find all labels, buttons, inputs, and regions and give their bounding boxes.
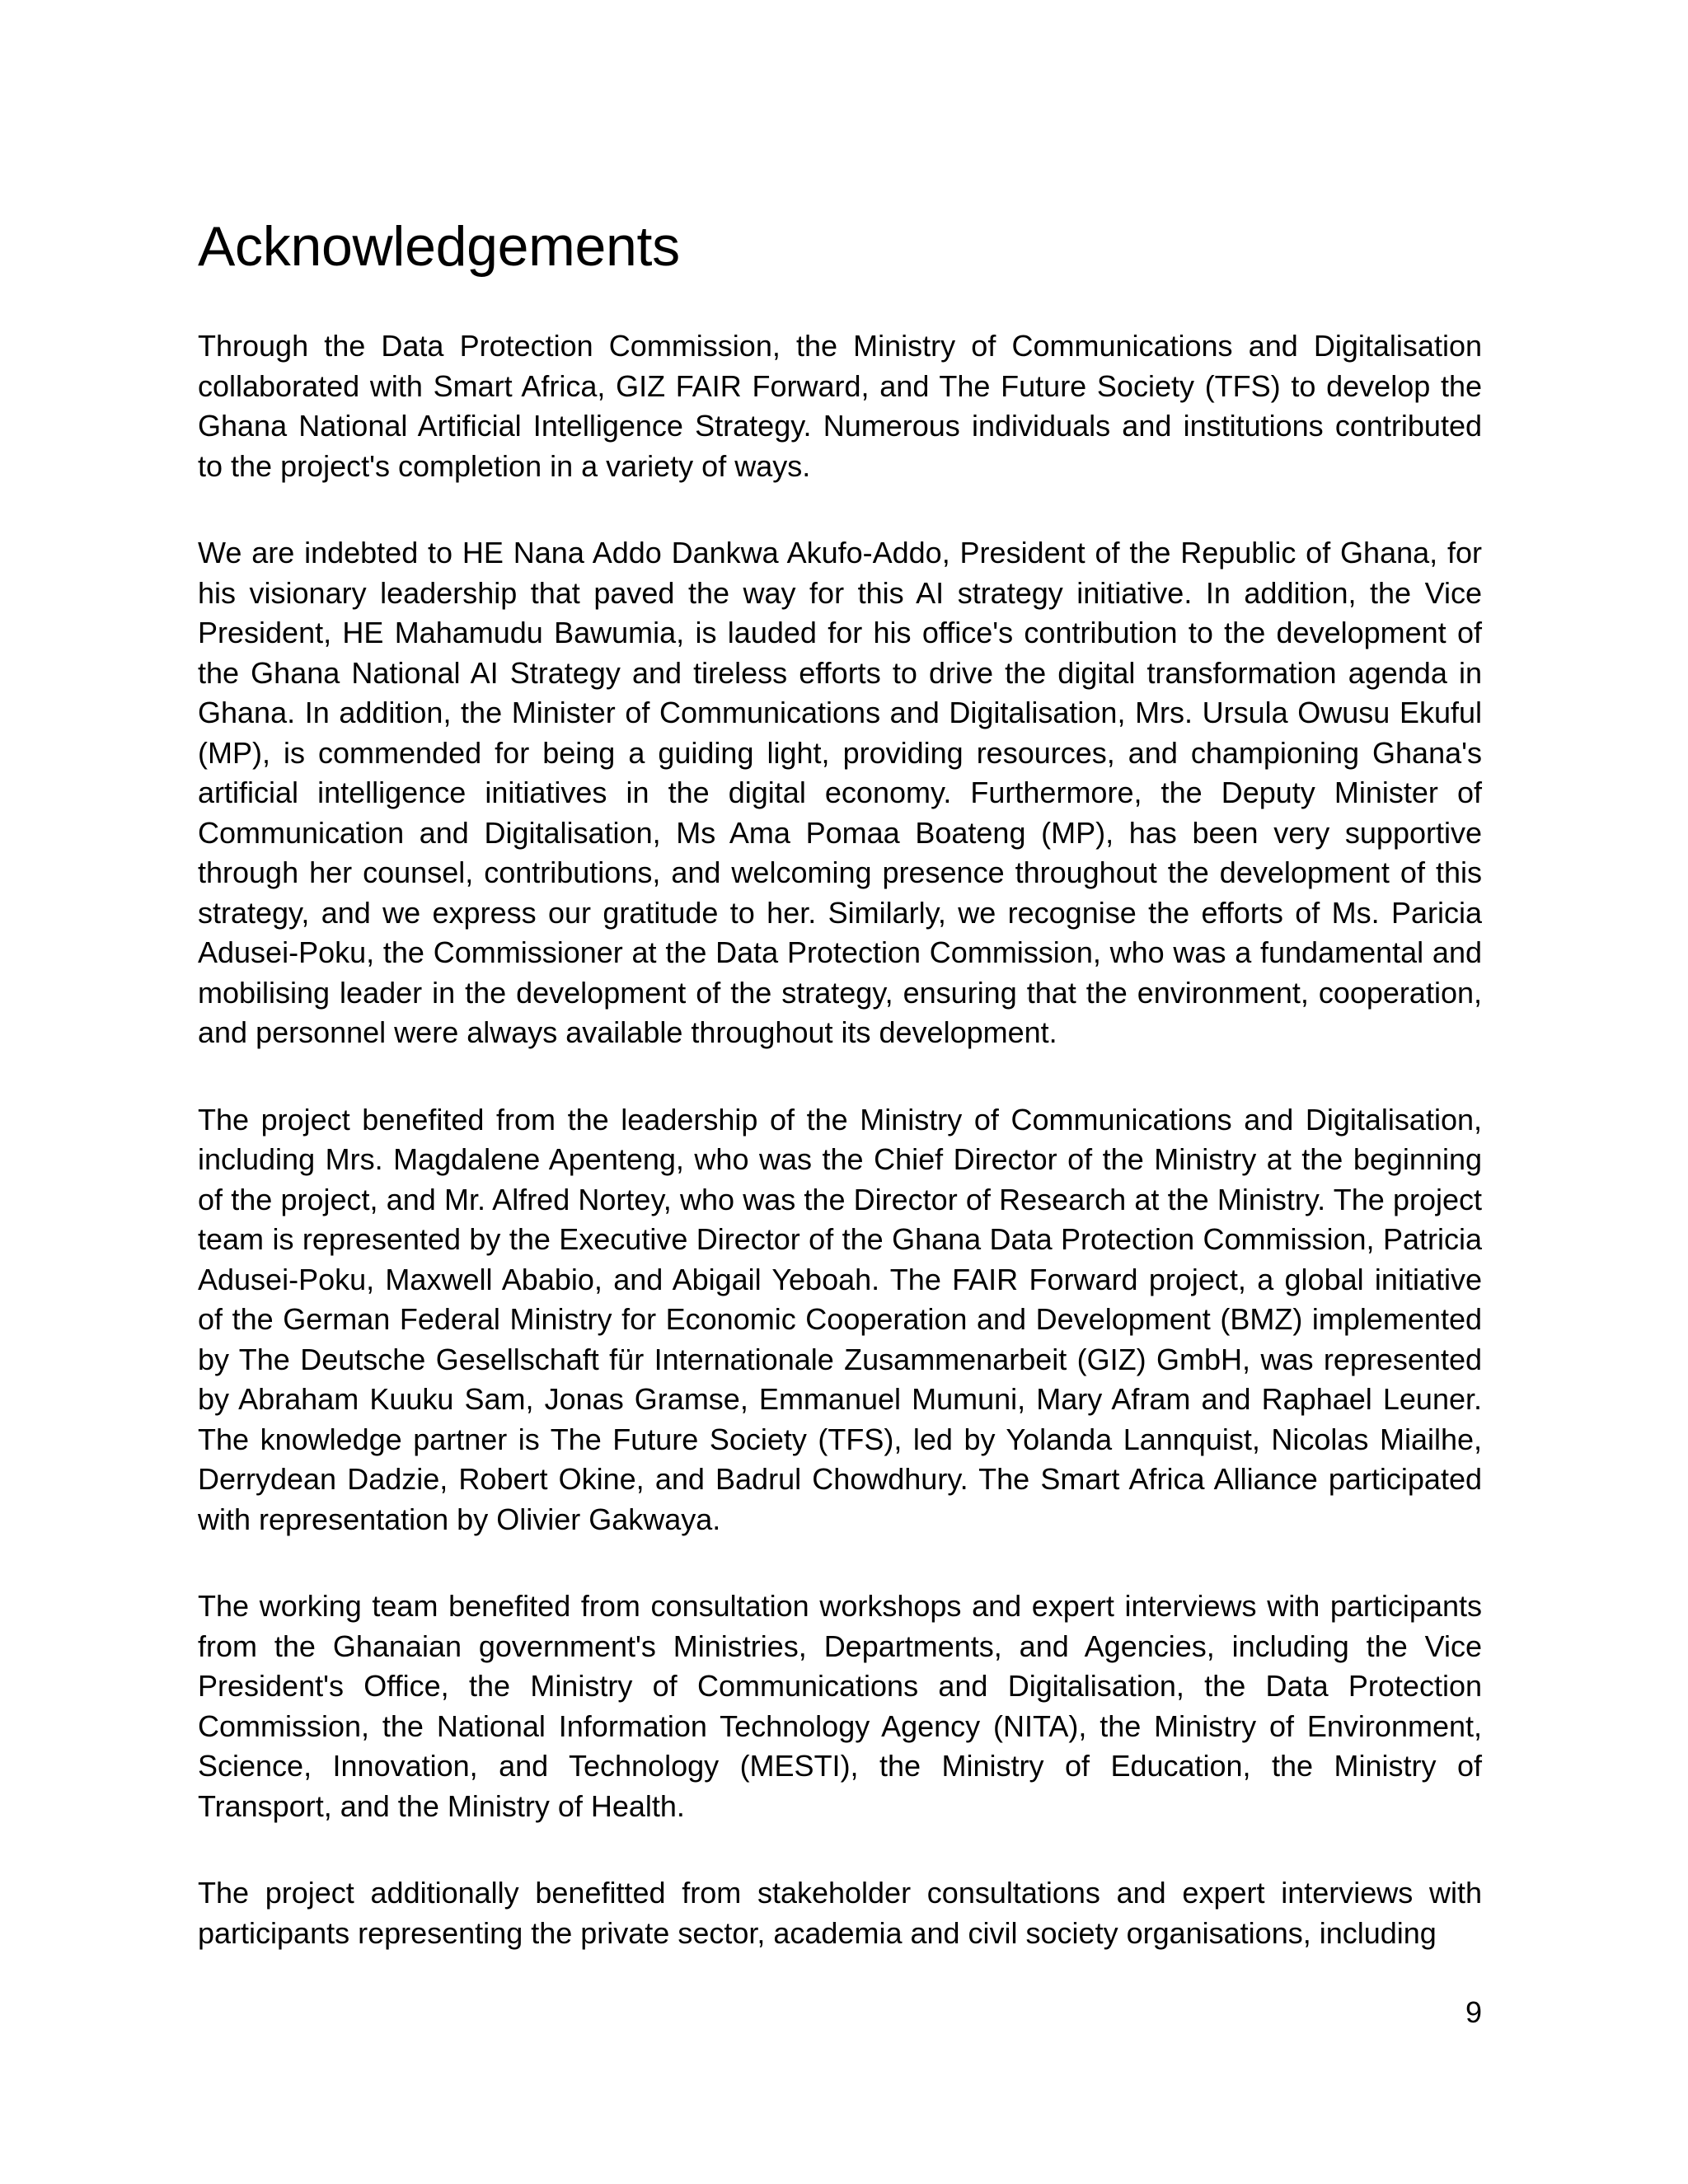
paragraph-project-team: The project benefited from the leadership of the Ministry of Communications and Digitalisation, including Mrs. Magdalene Apenteng, who was the Chief Director of the Ministry at the beginning of the project, and Mr. Alfred Nortey, who was the Director of Research at the Ministry. The project team is represented by the Executive Director of the Ghana Data Protection Commission, Patricia Adusei-Poku, Maxwell Ababio, and Abigail Yeboah. The FAIR Forward project, a global initiative of the German Federal Ministry for Economic Cooperation and Development (BMZ) implemented by The Deutsche Gesellschaft für Internationale Zusammenarbeit (GIZ) GmbH, was represented by Abraham Kuuku Sam, Jonas Gramse, Emmanuel Mumuni, Mary Afram and Raphael Leuner. The knowledge partner is The Future Society (TFS), led by Yolanda Lannquist, Nicolas Miailhe, Derrydean Dadzie, Robert Okine, and Badrul Chowdhury. The Smart Africa Alliance participated with representation by Olivier Gakwaya.: [198, 1102, 1482, 1536]
page-title: Acknowledgements: [198, 215, 680, 278]
paragraph-stakeholder-consultations: The project additionally benefitted from stakeholder consultations and expert interviews with participants representing the private sector, academia and civil society organisations, including: [198, 1876, 1482, 1950]
paragraph-government-consultations: The working team benefited from consultation workshops and expert interviews with participants from the Ghanaian government's Ministries, Departments, and Agencies, including the Vice President's Office, the Ministry of Communications and Digitalisation, the Data Protection Commission, the National Information Technology Agency (NITA), the Ministry of Environment, Science, Innovation, and Technology (MESTI), the Ministry of Education, the Ministry of Transport, and the Ministry of Health.: [198, 1589, 1482, 1823]
paragraph-introduction: Through the Data Protection Commission, the Ministry of Communications and Digitalisation collaborated with Smart Africa, GIZ FAIR Forward, and The Future Society (TFS) to develop the Ghana National Artificial Intelligence Strategy. Numerous individuals and institutions contributed to the project's completion in a variety of ways.: [198, 329, 1482, 483]
page-content: [198, 213, 1482, 1953]
paragraph-leadership-thanks: We are indebted to HE Nana Addo Dankwa Akufo-Addo, President of the Republic of Ghana, for his visionary leadership that paved the way for this AI strategy initiative. In addition, the Vice President, HE Mahamudu Bawumia, is lauded for his office's contribution to the development of the Ghana National AI Strategy and tireless efforts to drive the digital transformation agenda in Ghana. In addition, the Minister of Communications and Digitalisation, Mrs. Ursula Owusu Ekuful (MP), is commended for being a guiding light, providing resources, and championing Ghana's artificial intelligence initiatives in the digital economy. Furthermore, the Deputy Minister of Communication and Digitalisation, Ms Ama Pomaa Boateng (MP), has been very supportive through her counsel, contributions, and welcoming presence throughout the development of this strategy, and we express our gratitude to her. Similarly, we recognise the efforts of Ms. Paricia Adusei-Poku, the Commissioner at the Data Protection Commission, who was a fundamental and mobilising leader in the development of the strategy, ensuring that the environment, cooperation, and personnel were always available throughout its development.: [198, 536, 1482, 1049]
page-number: 9: [1465, 1995, 1482, 2029]
